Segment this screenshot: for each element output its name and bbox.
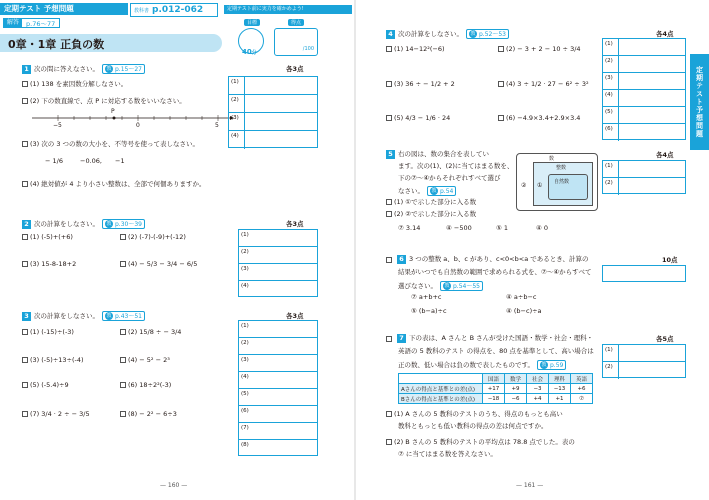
q6-choice-4: ④ (b−c)÷a [506,307,542,315]
q7-line-1: 7 下の表は、A さんと B さんが受けた国語・数学・社会・理科・ [386,334,593,343]
q6-choice-1: ⑦ a+b+c [411,293,442,301]
q4-text: 次の計算をしなさい。 [398,29,463,38]
q6-answer-box[interactable] [602,265,686,282]
q5-points: 各4点 [656,151,674,159]
answer-row[interactable]: (5) [603,107,685,124]
answer-row[interactable]: (1) [603,161,685,178]
set-middle-label: 整数 [556,165,567,171]
q1-heading [22,64,145,74]
q3-item-3: (3) (-5)÷13÷(-4) [22,356,84,365]
answer-row[interactable]: (1) [603,345,685,362]
checkbox[interactable] [22,261,28,267]
checkbox[interactable] [22,234,28,240]
q3-item-4: (4) − 5² − 2³ [120,356,170,365]
checkbox[interactable] [120,234,126,240]
q7-ref: 教 p.59 [537,360,566,370]
q1-nums-2: −0.06, [80,157,102,165]
q3-points: 各3点 [286,312,304,320]
q3-text: 次の計算をしなさい。 [34,311,99,320]
q7-line-3: 正の数、低い場合は負の数で表したものです。 教 p.59 [398,360,566,370]
q2-item-4: (4) − 5/3 − 3/4 − 6/5 [120,260,197,269]
q2-item-1: (1) (-5)+(+6) [22,233,73,242]
q1-item-2: (2) 下の数直線で、点 P に対応する数をいいなさい。 [22,97,186,106]
checkbox[interactable] [120,411,126,417]
q2-text: 次の計算をしなさい。 [34,219,99,228]
page-number-left: — 160 — [160,482,188,489]
q4-item-5: (5) 4/3 − 1/6 · 24 [386,114,450,123]
set-diagram [516,153,598,211]
q7-item-1b: 教科ともっとも低い教科の得点の差は何点ですか。 [398,422,548,430]
answer-row[interactable]: (4) [603,90,685,107]
answer-row[interactable]: (2) [603,178,685,195]
q6-line-2: 結果がいつでも自然数の範囲で求められる式を、⑦〜④からすべて [398,268,592,276]
answer-row[interactable]: (2) [603,56,685,73]
q4-item-4: (4) 3 ÷ 1/2 · 27 − 6² ÷ 3² [498,80,589,89]
checkbox[interactable] [120,329,126,335]
q6-line-1: 6 3 つの整数 a、b、c があり、c<0<b<a であるとき、計算の [386,255,588,264]
textbook-icon: 教 [470,31,476,37]
q3-item-6: (6) 18÷2²(-3) [120,381,171,390]
page-number-right: — 161 — [516,482,544,489]
q1-item-1: (1) 138 を素因数分解しなさい。 [22,80,127,89]
set-inner-label: 自然数 [554,179,570,185]
answer-row[interactable]: (6) [603,124,685,141]
q1-nums-1: − 1/6 [45,157,63,165]
q2-number: 2 [22,220,31,229]
q1-item-3: (3) 次の 3 つの数の大小を、不等号を使って表しなさい。 [22,140,199,149]
textbook-pages: p.012-062 [152,5,204,15]
q1-answer-grid [228,76,318,148]
q4-heading [386,29,509,39]
q2-item-3: (3) 15-8-18+2 [22,260,76,269]
q3-item-7: (7) 3/4 · 2 ÷ − 3/5 [22,410,90,419]
answer-row[interactable]: (1) [603,39,685,56]
answer-row[interactable]: (8) [241,442,249,448]
q5-answer-grid [602,160,686,194]
checkbox[interactable] [498,81,504,87]
chapter-title: 0章・1章 正負の数 [8,38,105,51]
answer-row[interactable]: (5) [239,389,317,406]
set-marker-2: ② [521,182,527,189]
q5-choice-2: ④ −500 [446,224,472,232]
q3-answer-grid [238,320,318,456]
q1-ref: 教 p.15〜27 [102,64,145,74]
checkbox[interactable] [386,46,392,52]
q5-item-2: (2) ②で示した部分に入る数 [386,210,476,219]
q7-number: 7 [397,334,406,343]
q6-number: 6 [397,255,406,264]
set-integers [533,162,593,206]
q5-ref: 教 p.54 [427,186,456,196]
q7-item-2b: ⑦ に当てはまる数を答えなさい。 [398,450,497,458]
textbook-label: 教科書 [134,7,150,14]
q5-number: 5 [386,150,395,159]
q5-line-3: 下の⑦〜④からそれぞれすべて選び [398,174,501,182]
q5-item-1: (1) ①で示した部分に入る数 [386,198,476,207]
q2-ref: 教 p.30〜39 [102,219,145,229]
q3-item-1: (1) (-15)÷(-3) [22,328,74,337]
q4-ref: 教 p.52〜53 [466,29,509,39]
answer-row[interactable]: (6) [239,406,317,423]
q7-line-2: 英語の 5 教科のテスト の得点を、80 点を基準として、高い場合は [398,347,594,355]
q2-answer-grid [238,229,318,297]
checkbox[interactable] [386,199,392,205]
checkbox[interactable] [386,411,392,417]
textbook-icon: 教 [106,66,112,72]
score-label: 得点 [288,19,304,26]
checkbox[interactable] [22,329,28,335]
answer-row[interactable]: (1) [239,321,317,338]
q3-item-5: (5) (-5.4)÷9 [22,381,69,390]
checkbox[interactable] [498,46,504,52]
q1-number: 1 [22,65,31,74]
answer-row[interactable]: (2) [239,338,317,355]
right-page [356,0,709,500]
answer-row[interactable]: (7) [239,423,317,440]
q3-item-8: (8) − 2² − 6÷3 [120,410,177,419]
set-natural-numbers [548,174,588,200]
q1-nums-3: −1 [115,157,125,165]
q2-heading [22,219,145,229]
q4-number: 4 [386,30,395,39]
q7-item-2: (2) B さんの 5 教科のテストの平均点は 78.8 点でした。表の [386,438,575,447]
q3-number: 3 [22,312,31,321]
q3-item-2: (2) 15/8 ÷ − 3/4 [120,328,181,337]
answer-ref [3,18,60,28]
side-tab [690,54,709,150]
header-title: 定期テスト 予想問題 [4,4,74,13]
table-row: Aさんの得点と基準との差(点) +17 +9 −3 −13 +6 [399,384,593,394]
answer-row[interactable]: (2) [603,362,685,379]
q6-ref: 教 p.54〜55 [440,281,483,291]
textbook-icon: 教 [444,283,450,289]
score-total: /100 [302,46,314,52]
checkbox[interactable] [386,81,392,87]
checkbox[interactable] [120,382,126,388]
answer-row[interactable]: (1) [229,77,317,95]
q2-item-2: (2) (-7)-(-9)+(-12) [120,233,186,242]
checkbox[interactable] [22,98,28,104]
checkbox[interactable] [22,411,28,417]
checkbox[interactable] [22,141,28,147]
number-line-label-minus5: −5 [53,122,62,129]
number-line-label-0: 0 [136,122,140,129]
answer-pages: p.76〜77 [26,19,56,28]
q1-text: 次の問に答えなさい。 [34,64,99,73]
checkbox[interactable] [386,336,392,342]
checkbox[interactable] [22,181,28,187]
textbook-icon: 教 [431,188,437,194]
answer-row[interactable]: (1) [239,230,317,247]
score-table [398,373,593,404]
answer-row[interactable]: (3) [229,113,317,131]
textbook-icon: 教 [541,362,547,368]
q1-item-4: (4) 絶対値が 4 より小さい整数は、全部で何個ありますか。 [22,180,206,189]
q5-line-2: ます。次の(1)、(2)に当てはまる数を、 [398,162,514,170]
checkbox[interactable] [386,211,392,217]
q4-item-6: (6) −4.9×3.4+2.9×3.4 [498,114,580,123]
answer-row[interactable]: (4) [229,131,317,149]
table-row: Bさんの得点と基準との差(点) −18 −6 +4 +1 ⑦ [399,394,593,404]
textbook-box [130,3,218,17]
q5-choice-3: ⑤ 1 [496,224,509,232]
q5-choice-4: ④ 0 [536,224,549,232]
q4-answer-grid [602,38,686,140]
set-marker-1: ① [537,182,543,189]
textbook-icon: 教 [106,221,112,227]
checkbox[interactable] [386,439,392,445]
answer-row[interactable]: (2) [229,95,317,113]
q5-choice-1: ⑦ 3.14 [398,224,421,232]
q7-answer-grid [602,344,686,378]
target-label: 目標 [244,19,260,26]
q4-item-2: (2) − 3 + 2 − 10 ÷ 3/4 [498,45,581,54]
q6-choice-3: ⑤ (b−a)÷c [411,307,447,315]
header-bar [0,3,128,15]
header-note: 定期テスト前に実力を確かめよう! [224,5,352,14]
checkbox[interactable] [22,357,28,363]
checkbox[interactable] [498,115,504,121]
answer-row[interactable]: (3) [239,264,317,281]
answer-row[interactable]: (4) [239,372,317,389]
number-line-point-label: P [111,108,115,115]
q4-points: 各4点 [656,30,674,38]
q7-points: 各5点 [656,335,674,343]
q6-line-3: 選びなさい。 教 p.54〜55 [398,281,483,291]
checkbox[interactable] [386,115,392,121]
checkbox[interactable] [22,382,28,388]
score-box [274,28,318,56]
q7-item-1: (1) A さんの 5 教科のテストのうち、得点のもっとも高い [386,410,563,419]
q2-points: 各3点 [286,220,304,228]
q3-ref: 教 p.43〜51 [102,311,145,321]
q4-item-1: (1) 14−12²(−6) [386,45,445,54]
side-tab-label: 定期テスト予想問題 [695,66,704,138]
checkbox[interactable] [386,257,392,263]
answer-row[interactable]: (2) [239,247,317,264]
checkbox[interactable] [120,357,126,363]
checkbox[interactable] [120,261,126,267]
number-line-label-5: 5 [215,122,219,129]
answer-row[interactable]: (3) [603,73,685,90]
q3-heading [22,311,145,321]
target-time: 40分 [242,48,257,56]
q6-choice-2: ④ a÷b−c [506,293,537,301]
q5-line-4: なさい。 教 p.54 [398,186,456,196]
q6-points: 10点 [662,256,678,264]
q1-points: 各3点 [286,65,304,73]
q4-item-3: (3) 36 ÷ − 1/2 + 2 [386,80,455,89]
left-page [0,0,354,500]
q5-line-1: 5 右の図は、数の集合を表してい [386,150,489,159]
table-header-row: 国語 数学 社会 理科 英語 [399,374,593,384]
answer-row[interactable]: (4) [241,283,249,289]
checkbox[interactable] [22,81,28,87]
answer-label: 解答 [4,18,22,28]
chapter-title-bar [0,34,222,52]
set-outer-label: 数 [549,156,555,162]
answer-row[interactable]: (3) [239,355,317,372]
textbook-icon: 教 [106,313,112,319]
